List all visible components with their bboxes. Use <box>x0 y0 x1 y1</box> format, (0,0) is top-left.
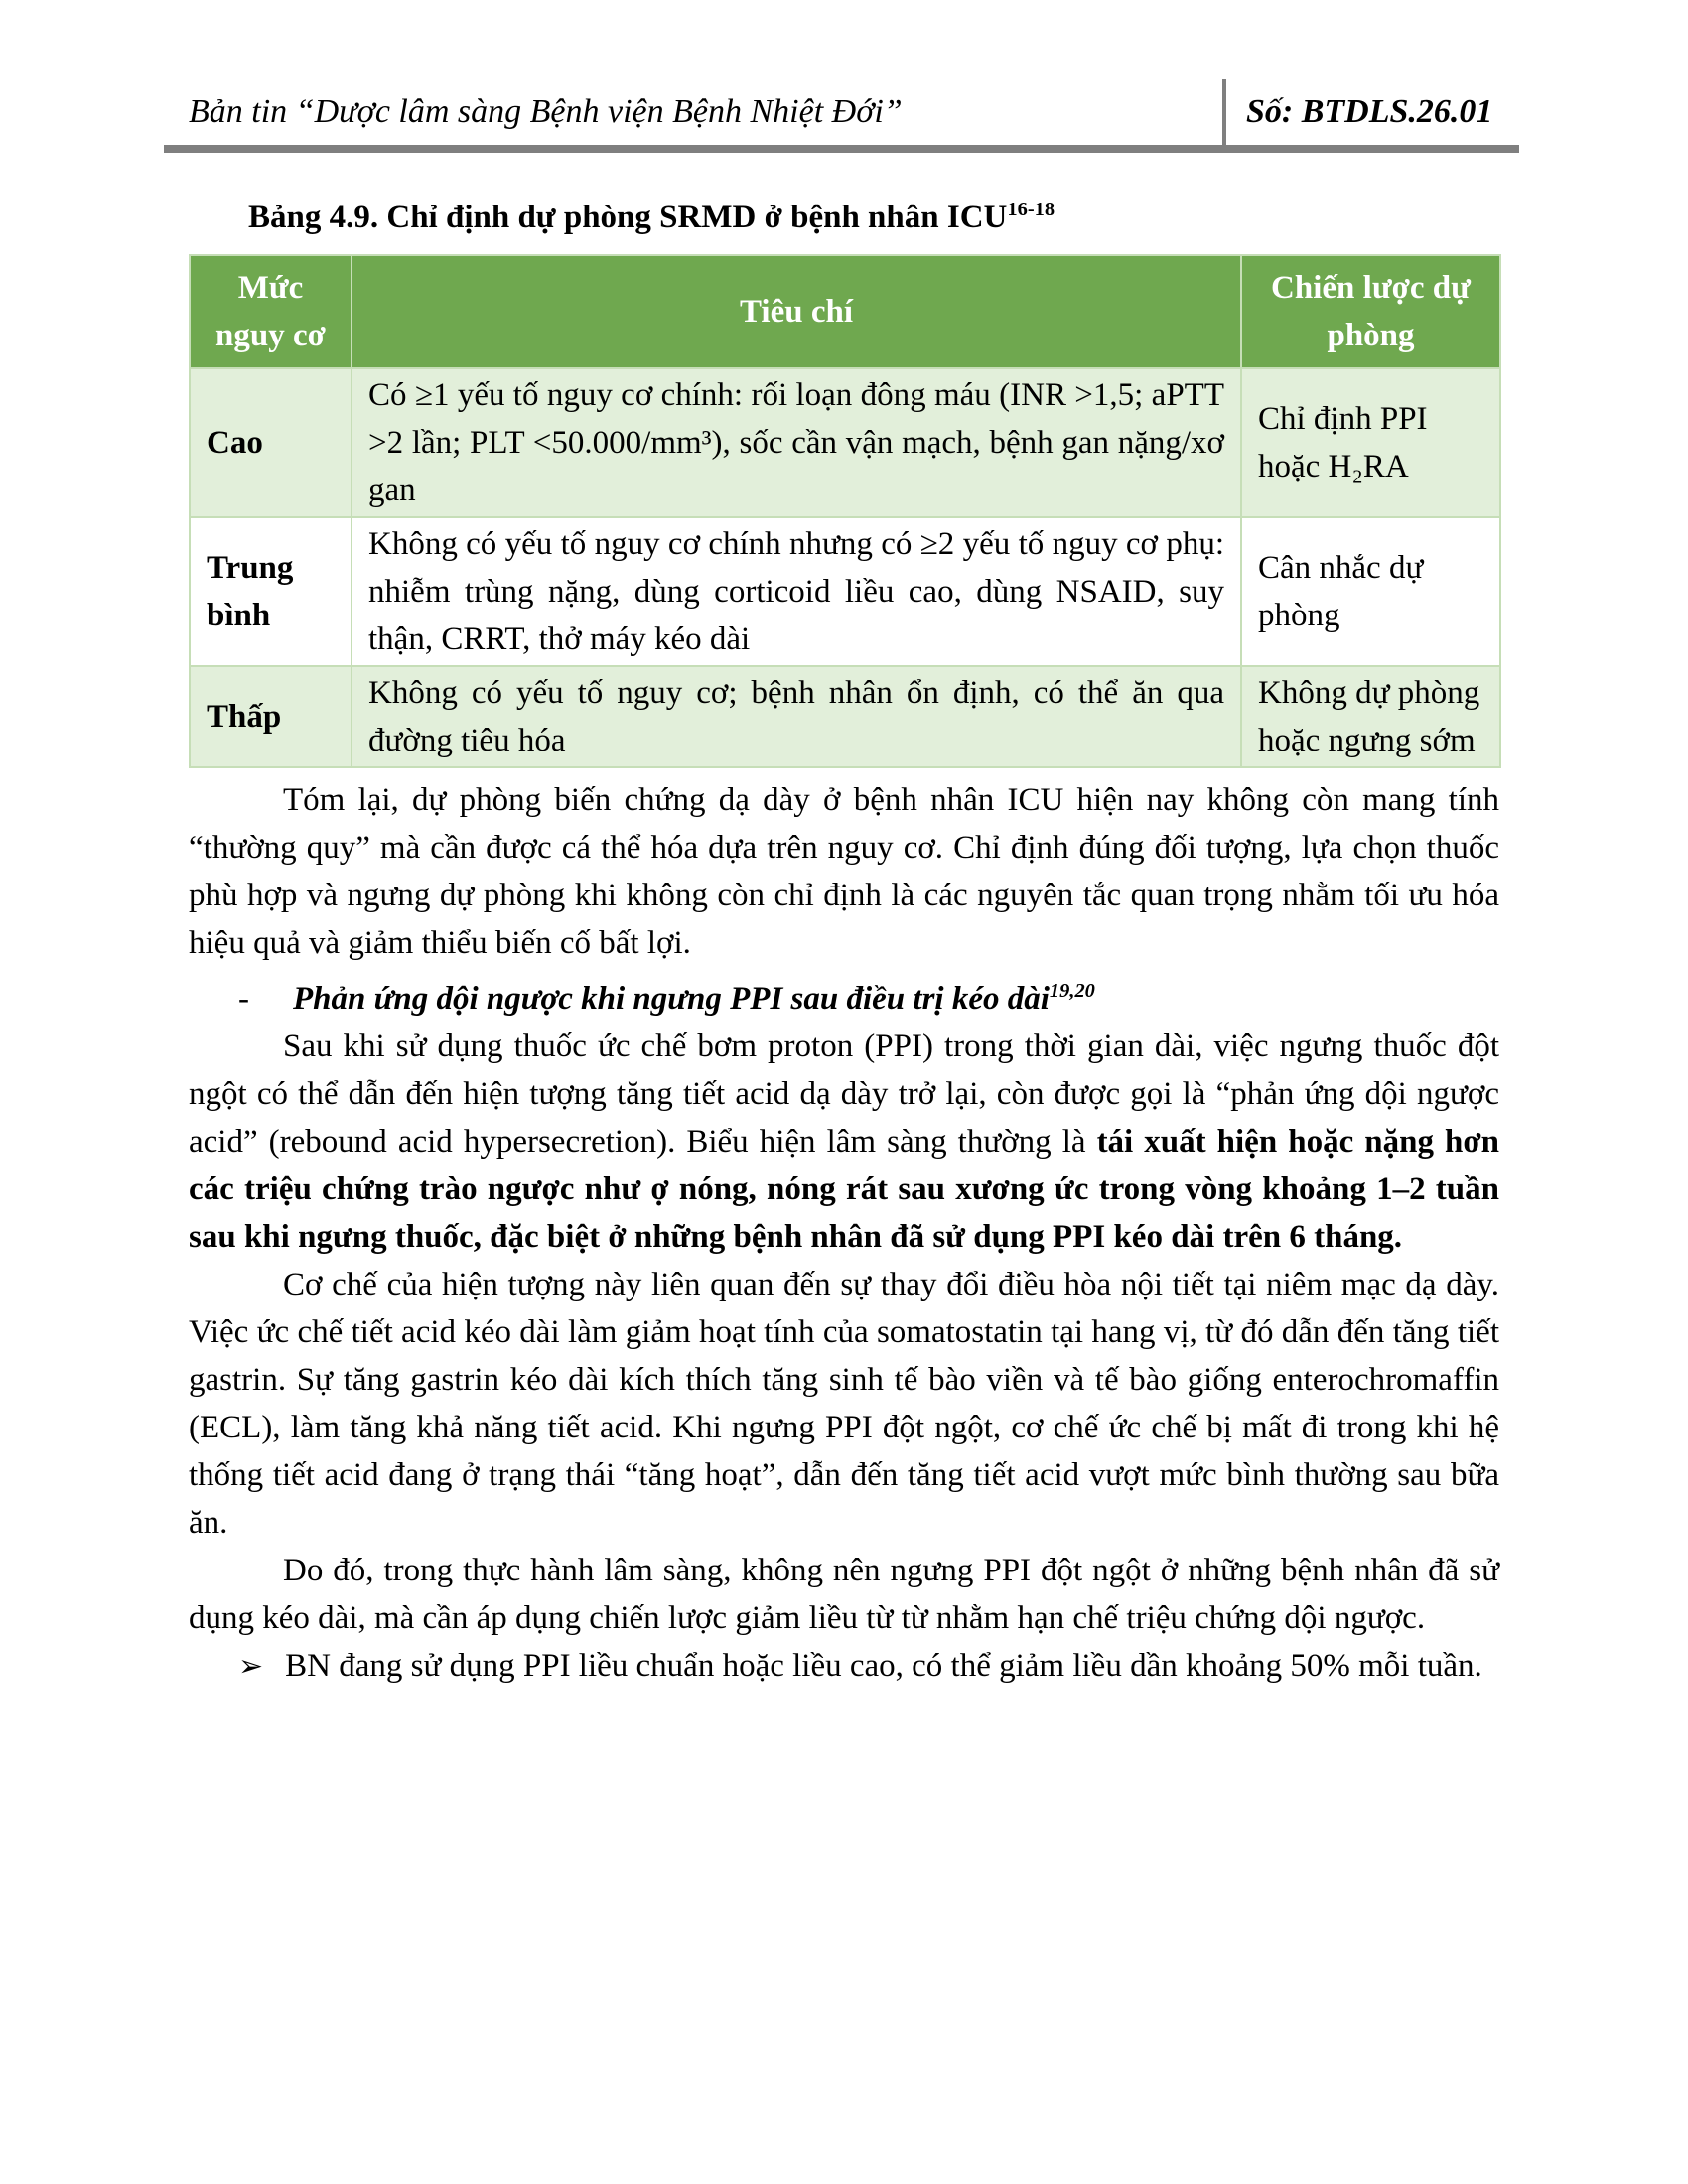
heading-dash-marker: - <box>238 981 249 1017</box>
table-caption-superscript: 16-18 <box>1007 199 1055 220</box>
criteria-cell: Không có yếu tố nguy cơ; bệnh nhân ổn định, có thể ăn qua đường tiêu hóa <box>352 666 1241 767</box>
issue-number: Số: BTDLS.26.01 <box>1246 93 1493 130</box>
table-caption <box>189 187 1499 240</box>
risk-level-cell: Thấp <box>190 666 352 767</box>
srmd-prophylaxis-table <box>189 254 1501 768</box>
column-header-risk-level: Mức nguy cơ <box>190 255 352 368</box>
table-caption-text: Bảng 4.9. Chỉ định dự phòng SRMD ở bệnh nhân ICU <box>248 200 1008 235</box>
paragraph-practice: Do đó, trong thực hành lâm sàng, không nên ngưng PPI đột ngột ở những bệnh nhân đã sử dụng kéo dài, mà cần áp dụng chiến lược giảm liều từ từ nhằm hạn chế triệu chứng dội ngược. <box>189 1553 1499 1636</box>
paragraph-rebound-intro: Sau khi sử dụng thuốc ức chế bơm proton (PPI) trong thời gian dài, việc ngưng thuốc đột ngột có thể dẫn đến hiện tượng tăng tiết acid dạ dày trở lại, còn được gọi là “phản ứng dội ngược acid” (rebound acid hypersecretion). Biểu hiện lâm sàng thường là <box>189 1028 1499 1160</box>
column-header-criteria: Tiêu chí <box>352 255 1241 368</box>
newsletter-title: Bản tin “Dược lâm sàng Bệnh viện Bệnh Nhiệt Đới” <box>189 93 903 130</box>
bullet-item-text: BN đang sử dụng PPI liều chuẩn hoặc liều cao, có thể giảm liều dần khoảng 50% mỗi tuần. <box>285 1648 1482 1684</box>
risk-level-cell: Trung bình <box>190 517 352 666</box>
section-heading-rebound <box>189 967 1499 1023</box>
paragraph-summary: Tóm lại, dự phòng biến chứng dạ dày ở bệnh nhân ICU hiện nay không còn mang tính “thường quy” mà cần được cá thể hóa dựa trên nguy cơ. Chỉ định đúng đối tượng, lựa chọn thuốc phù hợp và ngưng dự phòng khi không còn chỉ định là các nguyên tắc quan trọng nhằm tối ưu hóa hiệu quả và giảm thiểu biến cố bất lợi. <box>189 782 1499 961</box>
table-row-low-risk <box>190 666 1500 767</box>
table-row-high-risk <box>190 368 1500 517</box>
paragraph-rebound-bold: tái xuất hiện hoặc nặng hơn các triệu chứng trào ngược như ợ nóng, nóng rát sau xương ức trong vòng khoảng 1–2 tuần sau khi ngưng thuốc, đặc biệt ở những bệnh nhân đã sử dụng PPI kéo dài trên 6 tháng. <box>189 1124 1499 1255</box>
paragraph-rebound <box>189 1023 1499 1261</box>
strategy-cell: Chỉ định PPI hoặc H₂RA <box>1241 368 1500 517</box>
criteria-cell: Không có yếu tố nguy cơ chính nhưng có ≥2 yếu tố nguy cơ phụ: nhiễm trùng nặng, dùng corticoid liều cao, dùng NSAID, suy thận, CRRT, thở máy kéo dài <box>352 517 1241 666</box>
column-header-strategy: Chiến lược dự phòng <box>1241 255 1500 368</box>
strategy-cell: Cân nhắc dự phòng <box>1241 517 1500 666</box>
section-heading-superscript: 19,20 <box>1049 980 1095 1002</box>
arrow-bullet-icon: ➢ <box>238 1649 264 1684</box>
table-header-row <box>190 255 1500 368</box>
section-heading-text: Phản ứng dội ngược khi ngưng PPI sau điều trị kéo dài <box>293 981 1050 1017</box>
risk-level-cell: Cao <box>190 368 352 517</box>
table-row-medium-risk <box>190 517 1500 666</box>
strategy-cell: Không dự phòng hoặc ngưng sớm <box>1241 666 1500 767</box>
page-header <box>189 79 1499 145</box>
criteria-cell: Có ≥1 yếu tố nguy cơ chính: rối loạn đông máu (INR >1,5; aPTT >2 lần; PLT <50.000/mm³), sốc cần vận mạch, bệnh gan nặng/xơ gan <box>352 368 1241 517</box>
header-rule <box>164 145 1519 153</box>
bullet-item-ppi-taper <box>189 1642 1499 1691</box>
paragraph-mechanism: Cơ chế của hiện tượng này liên quan đến sự thay đổi điều hòa nội tiết tại niêm mạc dạ dày. Việc ức chế tiết acid kéo dài làm giảm hoạt tính của somatostatin tại hang vị, từ đó dẫn đến tăng tiết gastrin. Sự tăng gastrin kéo dài kích thích tăng sinh tế bào viền và tế bào giống enterochromaffin (ECL), làm tăng khả năng tiết acid. Khi ngưng PPI đột ngột, cơ chế ức chế bị mất đi trong khi hệ thống tiết acid đang ở trạng thái “tăng hoạt”, dẫn đến tăng tiết acid vượt mức bình thường sau bữa ăn. <box>189 1267 1499 1541</box>
